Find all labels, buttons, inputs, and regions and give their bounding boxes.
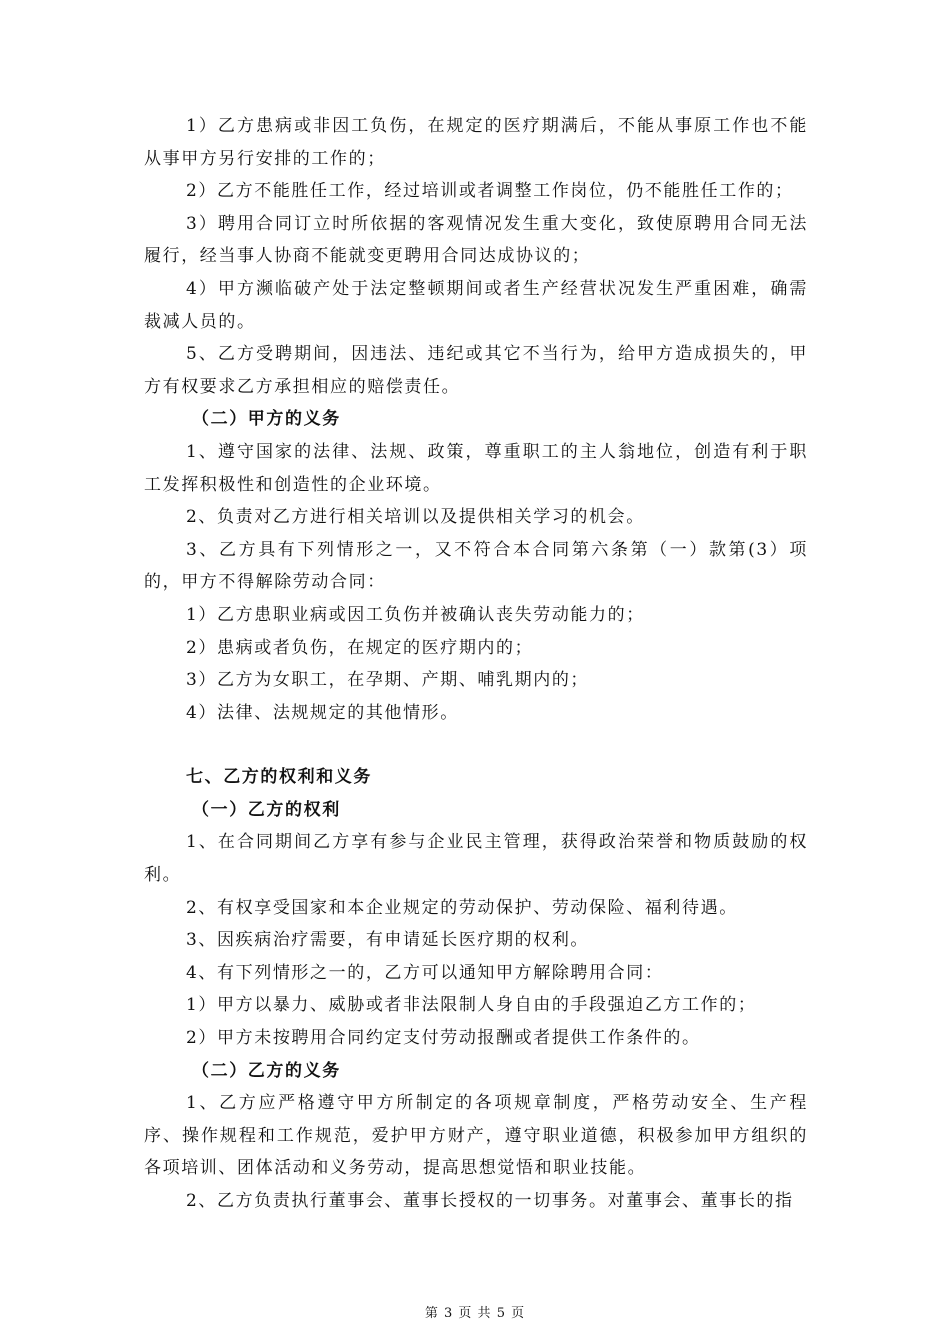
- paragraph: 3）乙方为女职工，在孕期、产期、哺乳期内的；: [186, 670, 590, 691]
- paragraph: 2）患病或者负伤，在规定的医疗期内的；: [186, 637, 534, 658]
- paragraph: 4）甲方濒临破产处于法定整顿期间或者生产经营状况发生严重困难，确需裁减人员的。: [144, 278, 808, 332]
- paragraph: 2）乙方不能胜任工作，经过培训或者调整工作岗位，仍不能胜任工作的；: [186, 181, 794, 202]
- paragraph: 1、遵守国家的法律、法规、政策，尊重职工的主人翁地位，创造有利于职工发挥积极性和创造性的企业环境。: [144, 441, 808, 495]
- subheading-jia-duty: （二）甲方的义务: [192, 409, 341, 430]
- paragraph: 2）甲方未按聘用合同约定支付劳动报酬或者提供工作条件的。: [186, 1028, 701, 1049]
- subheading-yi-rights: （一）乙方的权利: [192, 799, 341, 820]
- document-body: [144, 110, 808, 1218]
- paragraph: 1）乙方患职业病或因工负伤并被确认丧失劳动能力的；: [186, 604, 645, 625]
- paragraph: 5、乙方受聘期间，因违法、违纪或其它不当行为，给甲方造成损失的，甲方有权要求乙方承担相应的赔偿责任。: [144, 344, 808, 397]
- subheading-yi-duty: （二）乙方的义务: [192, 1060, 341, 1081]
- paragraph: 1、乙方应严格遵守甲方所制定的各项规章制度，严格劳动安全、生产程序、操作规程和工作规范，爱护甲方财产，遵守职业道德，积极参加甲方组织的各项培训、团体活动和义务劳动，提高思想觉悟和职业技能。: [144, 1093, 808, 1179]
- paragraph: 2、乙方负责执行董事会、董事长授权的一切事务。对董事会、董事长的指: [186, 1191, 794, 1211]
- paragraph: 1、在合同期间乙方享有参与企业民主管理，获得政治荣誉和物质鼓励的权利。: [144, 832, 808, 886]
- paragraph: 1）乙方患病或非因工负伤，在规定的医疗期满后，不能从事原工作也不能从事甲方另行安排的工作的；: [144, 116, 808, 169]
- paragraph: 4）法律、法规规定的其他情形。: [186, 702, 459, 723]
- paragraph: 4、有下列情形之一的，乙方可以通知甲方解除聘用合同：: [186, 962, 664, 983]
- paragraph: 1）甲方以暴力、威胁或者非法限制人身自由的手段强迫乙方工作的；: [186, 995, 757, 1016]
- paragraph: 2、负责对乙方进行相关培训以及提供相关学习的机会。: [186, 507, 645, 528]
- section-heading-7: 七、乙方的权利和义务: [186, 767, 372, 788]
- paragraph: 2、有权享受国家和本企业规定的劳动保护、劳动保险、福利待遇。: [186, 897, 738, 918]
- paragraph: 3）聘用合同订立时所依据的客观情况发生重大变化，致使原聘用合同无法履行，经当事人协商不能就变更聘用合同达成协议的；: [144, 213, 808, 267]
- blank-line: [144, 729, 808, 761]
- paragraph: 3、因疾病治疗需要，有申请延长医疗期的权利。: [186, 930, 590, 951]
- page-footer: 第 3 页 共 5 页: [424, 1306, 526, 1321]
- paragraph: 3、乙方具有下列情形之一，又不符合本合同第六条第（一）款第(3）项的，甲方不得解除劳动合同：: [144, 539, 808, 593]
